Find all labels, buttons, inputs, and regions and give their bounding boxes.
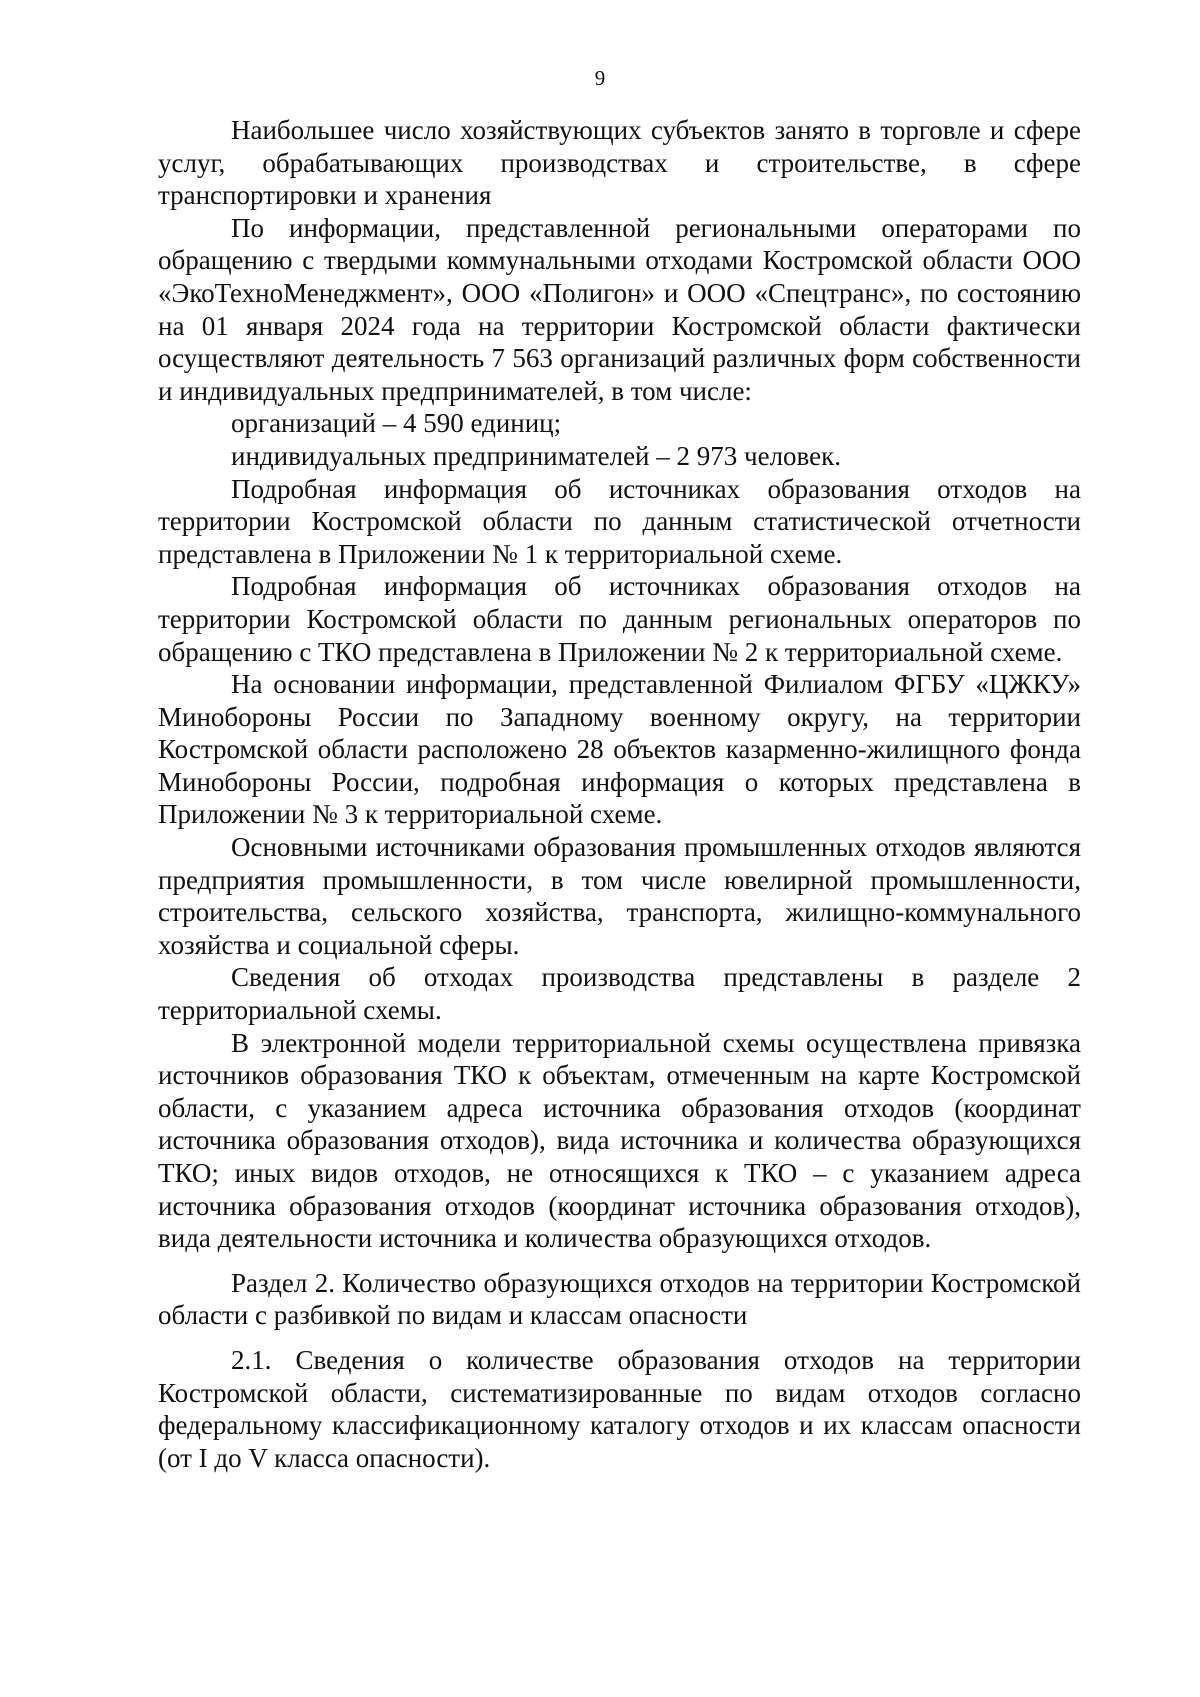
paragraph-industrial-sources: Основными источниками образования промышленных отходов являются предприятия промышленности, в том числе ювелирной промышленности, строительства, сельского хозяйства, транспорта, жилищно-коммунального хозяйства и социальной сферы. (158, 832, 1081, 960)
subsection-heading: 2.1. Сведения о количестве образования отходов на территории Костромской области, систематизированные по видам отходов согласно федеральному классификационному каталогу отходов и их классам опасности (от I до V класса опасности). (158, 1344, 1081, 1473)
list-item-entrepreneurs: индивидуальных предпринимателей – 2 973 человек. (231, 440, 841, 471)
paragraph-economic-subjects: Наибольшее число хозяйствующих субъектов занято в торговле и сфере услуг, обрабатывающих производствах и строительстве, в сфере транспортировки и хранения (158, 115, 1081, 211)
paragraph-appendix-2: Подробная информация об источниках образования отходов на территории Костромской области по данным региональных операторов по обращению с ТКО представлена в Приложении № 2 к территориальной схеме. (158, 571, 1081, 667)
paragraph-regional-operators: По информации, представленной региональными операторами по обращению с твердыми коммунальными отходами Костромской области ООО «ЭкоТехноМенеджмент», ООО «Полигон» и ООО «Спецтранс», по состоянию на 01 января 2024 года на территории Костромской области фактически осуществляют деятельность 7 563 организаций различных форм собственности и индивидуальных предпринимателей, в том числе: (158, 212, 1081, 406)
section-heading: Раздел 2. Количество образующихся отходов на территории Костромской области с разбивкой по видам и классам опасности (158, 1267, 1081, 1331)
paragraph-electronic-model: В электронной модели территориальной схемы осуществлена привязка источников образования ТКО к объектам, отмеченным на карте Костромской области, с указанием адреса источника образования отходов (координат источника образования отходов), вида источника и количества образующихся ТКО; иных видов отходов, не относящихся к ТКО – с указанием адреса источника образования отходов (координат источника образования отходов), вида деятельности источника и количества образующихся отходов. (158, 1027, 1081, 1254)
paragraph-appendix-1: Подробная информация об источниках образования отходов на территории Костромской области по данным статистической отчетности представлена в Приложении № 1 к территориальной схеме. (158, 473, 1081, 569)
page-number: 9 (594, 66, 606, 90)
paragraph-appendix-3: На основании информации, представленной Филиалом ФГБУ «ЦЖКУ» Минобороны России по Западному военному округу, на территории Костромской области расположено 28 объектов казарменно-жилищного фонда Минобороны России, подробная информация о которых представлена в Приложении № 3 к территориальной схеме. (158, 669, 1081, 830)
paragraph-production-waste: Сведения об отходах производства представлены в разделе 2 территориальной схемы. (158, 962, 1081, 1026)
document-body (158, 114, 1081, 1474)
list-item-organizations: организаций – 4 590 единиц; (231, 408, 562, 439)
